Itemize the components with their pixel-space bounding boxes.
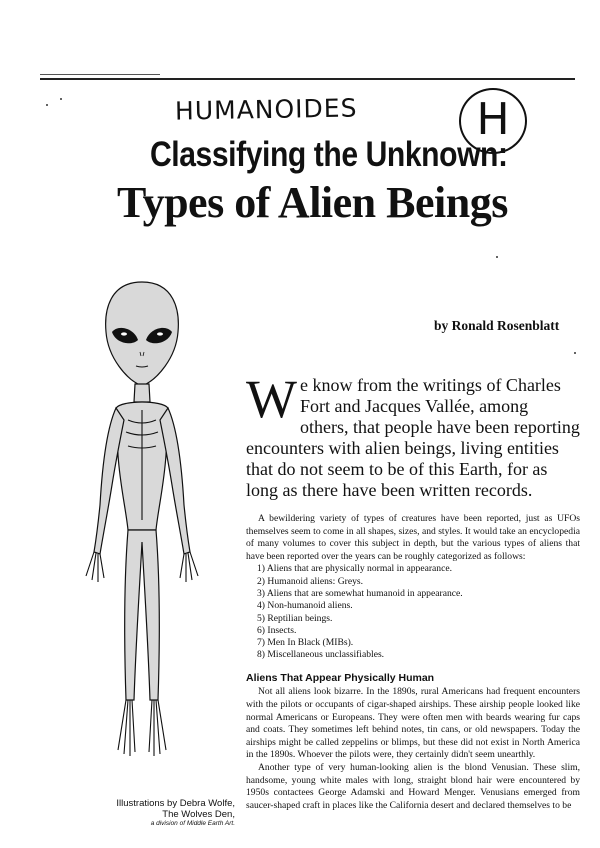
credit-line-2: The Wolves Den, — [162, 809, 235, 820]
section-paragraph-2: Another type of very human-looking alien is the blond Venusian. These slim, handsome, young white males with long, straight blond hair were encountered by 1950s contactees George Adamski and Howard Menger. Venusians emerged from saucer-shaped craft in places like the California desert and declared themselves to be — [246, 761, 580, 811]
article-body — [246, 513, 580, 812]
drop-cap: W — [246, 369, 297, 429]
category-list — [246, 563, 580, 661]
scan-speck — [46, 104, 48, 106]
section-paragraph-1: Not all aliens look bizarre. In the 1890s, rural Americans had frequent encounters with the pilots or occupants of cigar-shaped airships. These airship people looked like normal Americans or Europeans. They were often men with beards wearing fur caps and coats. They sometimes left behind notes, tin cans, or old newspapers. Today the airships might be called zeppelins or blimps, but these did not exist in North America in the 1890s. Whoever the pilots were, they certainly didn't seem unearthly. — [246, 686, 580, 761]
header-rule — [40, 78, 575, 80]
list-item: 6) Insects. — [257, 624, 297, 636]
header-rule-short — [40, 74, 160, 75]
credit-line-3: a division of Middle Earth Art. — [150, 820, 235, 827]
list-item: 1) Aliens that are physically normal in appearance. — [257, 563, 452, 575]
lead-text: e know from the writings of Charles Fort and Jacques Vallée, among others, that people have been reporting encounters with alien beings, living entities that do not seem to be of this Earth, for as long as there have been written records. — [246, 375, 580, 500]
byline: by Ronald Rosenblatt — [434, 318, 560, 333]
circled-letter: H — [459, 88, 527, 154]
scan-speck — [574, 352, 576, 354]
list-item: 3) Aliens that are somewhat humanoid in appearance. — [257, 587, 463, 599]
article-headline: Classifying the Unknown: — [150, 135, 508, 174]
scan-speck — [60, 98, 62, 100]
list-item: 2) Humanoid aliens: Greys. — [257, 575, 364, 587]
list-item: 8) Miscellaneous unclassifiables. — [257, 649, 385, 661]
list-item: 5) Reptilian beings. — [257, 612, 333, 624]
intro-paragraph: A bewildering variety of types of creatures have been reported, just as UFOs themselves seem to come in all shapes, sizes, and styles. It would take an encyclopedia of many volumes to cover this subject in depth, but the various types of aliens that have been reported over the years can be roughly categorized as follows: — [246, 513, 580, 562]
illustration-credit — [60, 798, 235, 828]
alien-illustration — [72, 280, 212, 780]
credit-line-1: Illustrations by Debra Wolfe, — [116, 798, 235, 809]
handwritten-title: HUMANOIDES — [174, 93, 358, 126]
list-item: 4) Non-humanoid aliens. — [257, 600, 353, 612]
list-item: 7) Men In Black (MIBs). — [257, 637, 354, 649]
article-subhead: Types of Alien Beings — [117, 178, 508, 227]
section-heading: Aliens That Appear Physically Human — [246, 671, 435, 684]
lead-paragraph — [246, 369, 581, 501]
scan-speck — [496, 256, 498, 258]
